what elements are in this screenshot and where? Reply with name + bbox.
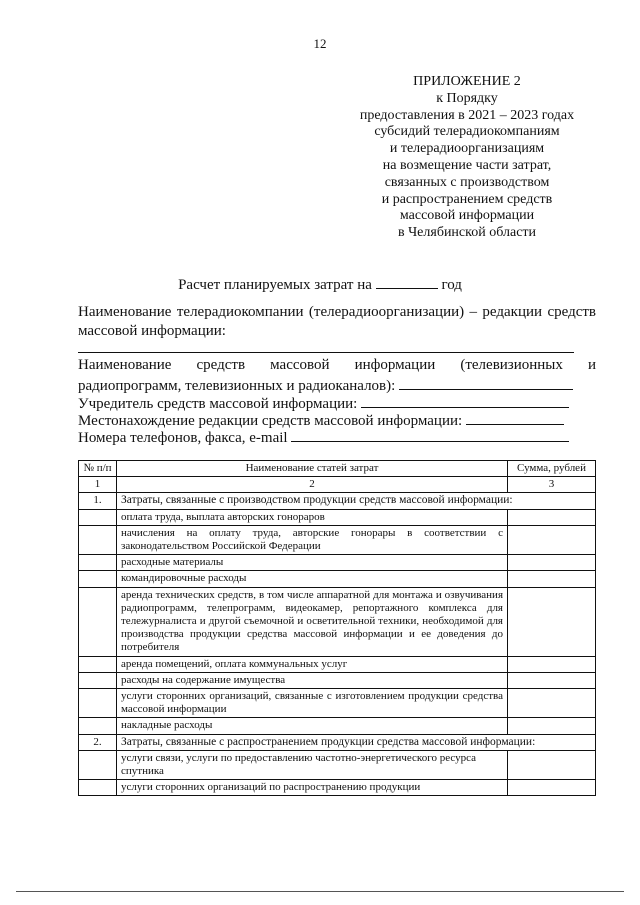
section-row [79,493,596,509]
location-label: Местонахождение редакции средств массовой информации: [78,411,596,430]
calculation-title: Расчет планируемых затрат на год [178,277,462,293]
column-numbers-row [79,477,596,493]
table-row [79,525,596,554]
table-row [79,750,596,779]
item-name: оплата труда, выплата авторских гонораров [117,509,508,525]
org-name-label: Наименование телерадиокомпании (телерадиоорганизации) – редакции средств [78,304,596,320]
item-name: аренда помещений, оплата коммунальных услуг [117,656,508,672]
media-name-blank[interactable] [399,376,573,390]
header-name: Наименование статей затрат [117,461,508,477]
column-number: 1 [79,477,117,493]
column-number: 3 [508,477,596,493]
table-row [79,571,596,587]
table-row [79,780,596,796]
table-row [79,689,596,718]
header-sum: Сумма, рублей [508,461,596,477]
item-name: расходные материалы [117,555,508,571]
appendix-line: предоставления в 2021 – 2023 годах [359,107,575,123]
year-blank[interactable] [376,275,438,289]
item-name: услуги сторонних организаций, связанные с изготовлением продукции средства массовой информации [117,689,508,718]
appendix-title: ПРИЛОЖЕНИЕ 2 [413,74,521,89]
item-name: аренда технических средств, в том числе аппаратной для монтажа и озвучивания радиопрограмм, телепрограмм, видеокамер, репортажного комплекса для тележурналиста и другой съемочной и осветительной техники, необходимой для производства продукции средства массовой информации и ее доведения до потребителя [117,587,508,656]
item-name: услуги связи, услуги по предоставлению частотно-энергетического ресурса спутника [117,750,508,779]
costs-table [78,460,596,796]
appendix-line: в Челябинской области [397,225,537,241]
sum-cell[interactable] [508,656,596,672]
appendix-line: субсидий телерадиокомпаниям [374,124,560,140]
item-name: командировочные расходы [117,571,508,587]
phones-blank[interactable] [291,428,569,442]
sum-cell[interactable] [508,587,596,656]
location-blank[interactable] [466,411,564,425]
column-number: 2 [117,477,508,493]
sum-cell[interactable] [508,509,596,525]
header-num: № п/п [79,461,117,477]
sum-cell[interactable] [508,718,596,734]
item-name: накладные расходы [117,718,508,734]
section-title: Затраты, связанные с производством продукции средств массовой информации: [117,493,596,509]
page-number: 12 [313,36,327,51]
org-name-blank[interactable] [78,352,574,353]
sum-cell[interactable] [508,689,596,718]
founder-label: Учредитель средств массовой информации: [78,394,596,413]
sum-cell[interactable] [508,672,596,688]
sum-cell[interactable] [508,780,596,796]
section-title: Затраты, связанные с распространением продукции средства массовой информации: [117,734,596,750]
sum-cell[interactable] [508,750,596,779]
appendix-line: связанных с производством [384,174,550,190]
appendix-line: массовой информации [399,208,535,224]
table-row [79,509,596,525]
media-name-label-cont: радиопрограмм, телевизионных и радиоканалов): [78,376,596,395]
sum-cell[interactable] [508,525,596,554]
scan-edge-divider [16,891,624,892]
sum-cell[interactable] [508,555,596,571]
sum-cell[interactable] [508,571,596,587]
section-number: 2. [79,734,117,750]
phones-label: Номера телефонов, факса, e-mail [78,428,596,447]
appendix-header [338,74,596,242]
item-name: услуги сторонних организаций по распространению продукции [117,780,508,796]
appendix-line: на возмещение части затрат, [382,157,552,173]
table-row [79,672,596,688]
founder-blank[interactable] [361,394,569,408]
appendix-line: и телерадиоорганизациям [389,141,545,157]
media-name-label: Наименование средств массовой информации (телевизионных и [78,357,596,373]
section-row [79,734,596,750]
org-name-label-cont: массовой информации: [78,323,226,339]
table-row [79,555,596,571]
table-row [79,587,596,656]
table-header-row [79,461,596,477]
table-row [79,656,596,672]
table-row [79,718,596,734]
item-name: расходы на содержание имущества [117,672,508,688]
section-number: 1. [79,493,117,509]
appendix-line: и распространением средств [381,191,553,207]
appendix-line: к Порядку [436,90,498,106]
item-name: начисления на оплату труда, авторские гонорары в соответствии с законодательством Российской Федерации [117,525,508,554]
